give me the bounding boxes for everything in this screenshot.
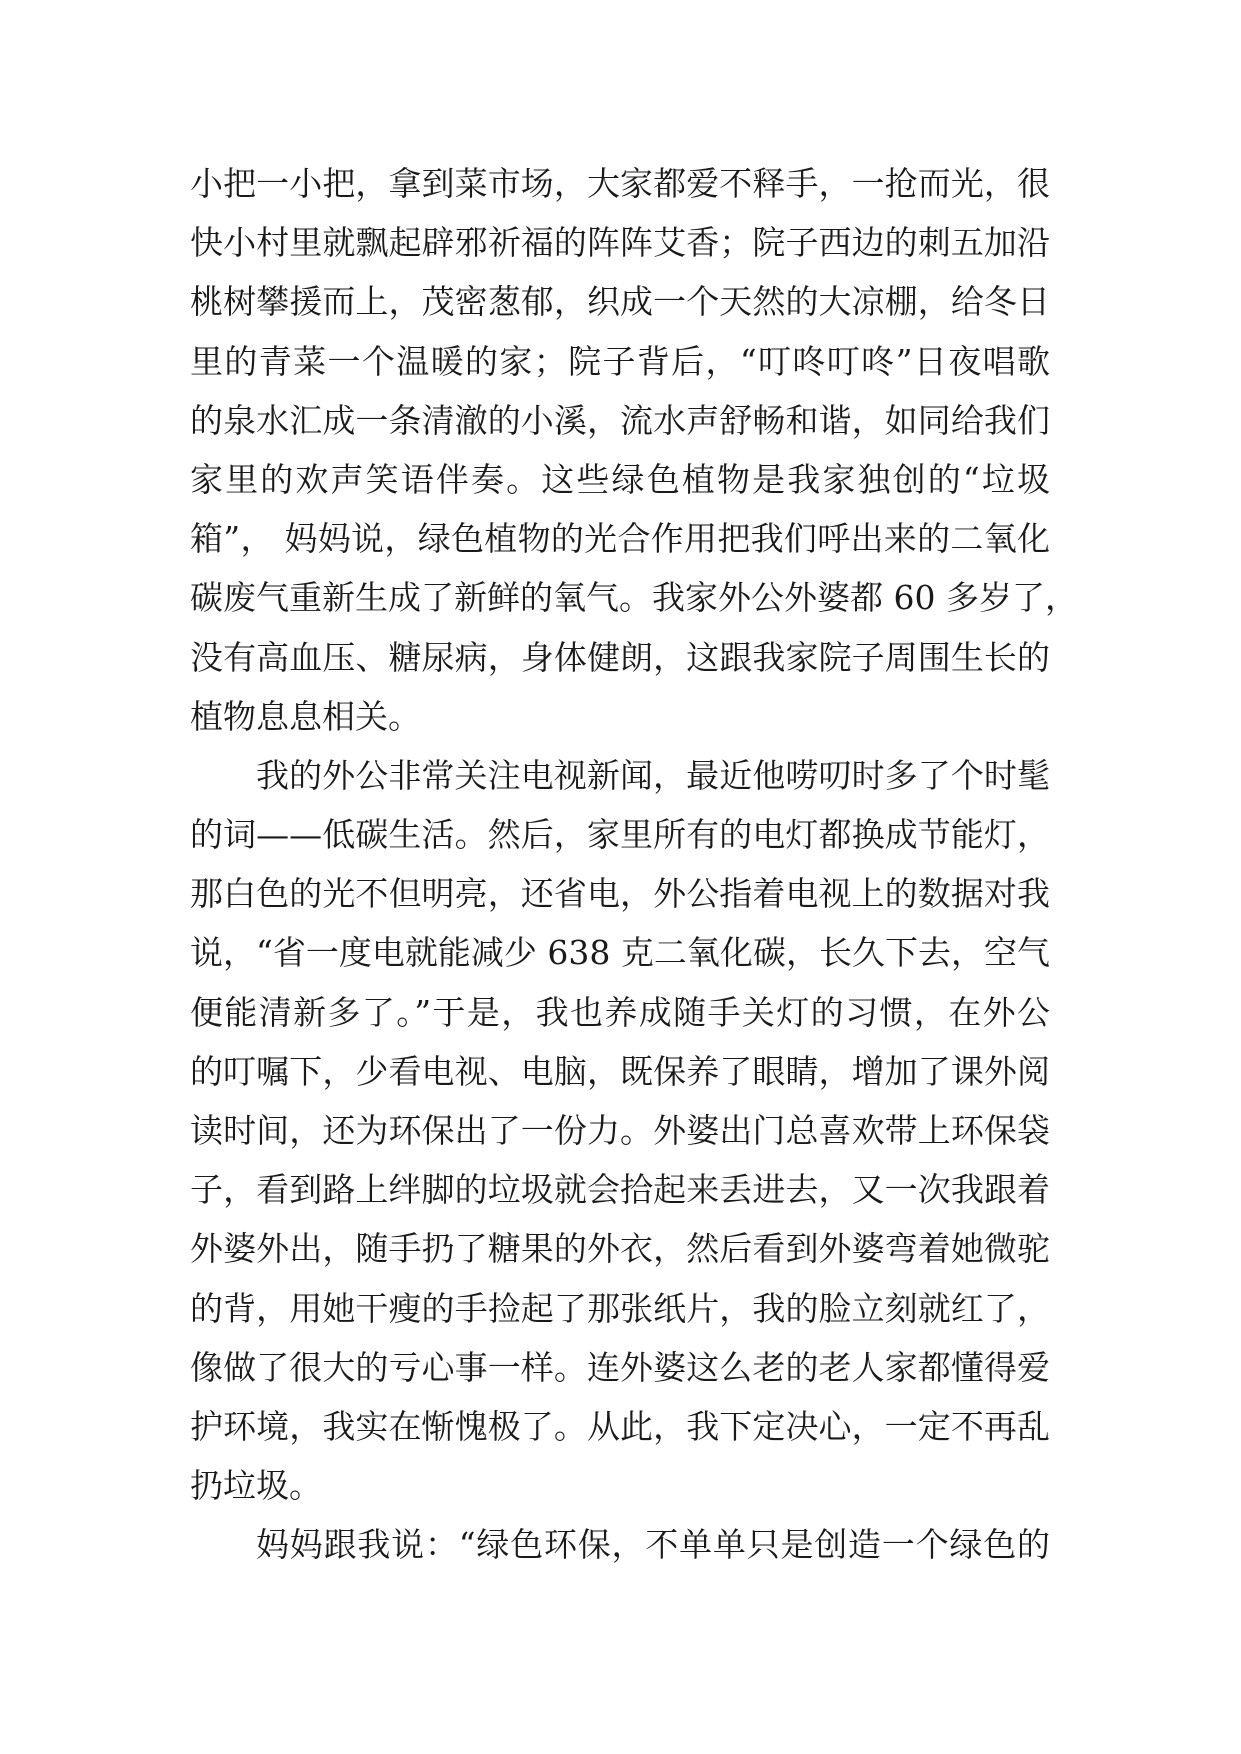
- paragraph-first-line: 妈妈跟我说：“绿色环保，不单单只是创造一个绿色的: [256, 1525, 1050, 1565]
- text-line: 箱”， 妈妈说，绿色植物的光合作用把我们呼出来的二氧化: [190, 519, 1050, 559]
- text-line: 桃树攀援而上，茂密葱郁，织成一个天然的大凉棚，给冬日: [190, 282, 1050, 322]
- text-line: 读时间，还为环保出了一份力。外婆出门总喜欢带上环保袋: [190, 1111, 1050, 1150]
- text-line: 外婆外出，随手扔了糖果的外衣，然后看到外婆弯着她微驼: [190, 1229, 1050, 1269]
- text-line: 那白色的光不但明亮，还省电，外公指着电视上的数据对我: [190, 874, 1050, 914]
- text-line: 的词——低碳生活。然后，家里所有的电灯都换成节能灯，: [190, 815, 1050, 855]
- text-line: 家里的欢声笑语伴奏。这些绿色植物是我家独创的“垃圾: [190, 459, 1050, 499]
- paragraph-end-line: 植物息息相关。: [190, 696, 421, 736]
- text-line: 小把一小把，拿到菜市场，大家都爱不释手，一抢而光，很: [190, 164, 1050, 203]
- text-line: 的背，用她干瘦的手捡起了那张纸片，我的脸立刻就红了，: [190, 1288, 1050, 1328]
- text-line: 子，看到路上绊脚的垃圾就会拾起来丢进去，又一次我跟着: [190, 1170, 1050, 1210]
- text-line: 便能清新多了。”于是，我也养成随手关灯的习惯，在外公: [190, 992, 1050, 1032]
- text-line: 碳废气重新生成了新鲜的氧气。我家外公外婆都 60 多岁了，: [190, 578, 1078, 618]
- essay-body: [190, 154, 1078, 1575]
- text-line: 里的青菜一个温暖的家；院子背后，“叮咚叮咚”日夜唱歌: [190, 341, 1050, 381]
- text-line: 说，“省一度电就能减少 638 克二氧化碳，长久下去，空气: [190, 933, 1050, 973]
- text-line: 快小村里就飘起辟邪祈福的阵阵艾香；院子西边的刺五加沿: [190, 223, 1050, 263]
- text-line: 的泉水汇成一条清澈的小溪，流水声舒畅和谐，如同给我们: [190, 400, 1050, 440]
- text-line: 像做了很大的亏心事一样。连外婆这么老的老人家都懂得爱: [190, 1347, 1050, 1387]
- paragraph-first-line: 我的外公非常关注电视新闻，最近他唠叨时多了个时髦: [256, 755, 1050, 795]
- text-line: 没有高血压、糖尿病，身体健朗，这跟我家院子周围生长的: [190, 637, 1050, 677]
- text-line: 的叮嘱下，少看电视、电脑，既保养了眼睛，增加了课外阅: [190, 1051, 1050, 1091]
- paragraph-end-line: 扔垃圾。: [190, 1466, 322, 1506]
- text-line: 护环境，我实在惭愧极了。从此，我下定决心，一定不再乱: [190, 1406, 1050, 1446]
